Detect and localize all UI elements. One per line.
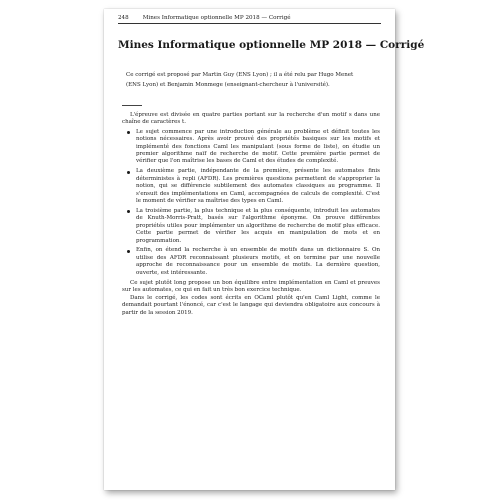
list-item <box>136 129 380 166</box>
bullet-icon <box>127 131 130 134</box>
running-head-title: Mines Informatique optionnelle MP 2018 — Corrigé <box>142 15 291 21</box>
parts-list <box>122 129 380 277</box>
bullet-icon <box>127 171 130 174</box>
body-text <box>122 112 380 317</box>
section-rule <box>122 105 142 106</box>
list-item <box>136 168 380 205</box>
closing-paragraph: Dans le corrigé, les codes sont écrits en OCaml plutôt qu'en Caml Light, comme le demandait pourtant l'énoncé, car c'est le langage qui deviendra obligatoire aux concours à partir de la session 2019. <box>122 294 380 316</box>
list-item <box>136 208 380 245</box>
intro-paragraph: Ce corrigé est proposé par Martin Guy (ENS Lyon) ; il a été relu par Hugo Menet (ENS Lyon) et Benjamin Monmege (enseignant-chercheur à l'université). <box>126 72 354 88</box>
bullet-icon <box>127 210 130 213</box>
list-item-text: Enfin, on étend la recherche à un ensemble de motifs dans un dictionnaire S. On utilise des AFDR reconnaissant plusieurs motifs, et on termine par une nouvelle approche de reconnaissance pour un ensemble de motifs. La dernière question, ouverte, est intéressante. <box>136 247 380 276</box>
document-page <box>104 9 425 490</box>
lead-paragraph: L'épreuve est divisée en quatre parties portant sur la recherche d'un motif s dans une chaîne de caractères t. <box>122 112 380 126</box>
list-item-text: La deuxième partie, indépendante de la première, présente les automates finis déterministes à repli (AFDR). Les premières questions permettent de s'approprier la notion, qui se différencie subtilement des automates classiques au programme. Il s'ensuit des implémentations en Caml, accompagnées de calculs de complexité. C'est le moment de vérifier sa maîtrise des types en Caml. <box>136 168 380 204</box>
list-item-text: La troisième partie, la plus technique et la plus conséquente, introduit les automates de Knuth-Morris-Pratt, basés sur l'algorithme éponyme. On prouve différentes propriétés utiles pour implémenter un algorithme de recherche de motif plus efficace. Cette partie permet de vérifier les acquis en manipulation de mots et en programmation. <box>136 207 380 244</box>
page-title: Mines Informatique optionnelle MP 2018 — Corrigé <box>118 39 425 51</box>
header-rule <box>118 23 381 24</box>
running-head <box>118 15 381 21</box>
list-item-text: Le sujet commence par une introduction générale au problème et définit toutes les notions nécessaires. Après avoir prouvé des propriétés basiques sur les motifs et implémenté des fonctions Caml les manipulant (sous forme de liste), on étudie un premier algorithme naïf de recherche de motif. Cette première partie permet de vérifier que l'on maîtrise les bases de Caml et des études de complexité. <box>136 128 380 165</box>
page-number: 248 <box>118 15 129 21</box>
list-item <box>136 247 380 277</box>
closing-paragraph: Ce sujet plutôt long propose un bon équilibre entre implémentation en Caml et preuves sur les automates, ce qui en fait un très bon exercice technique. <box>122 280 380 294</box>
bullet-icon <box>127 250 130 253</box>
